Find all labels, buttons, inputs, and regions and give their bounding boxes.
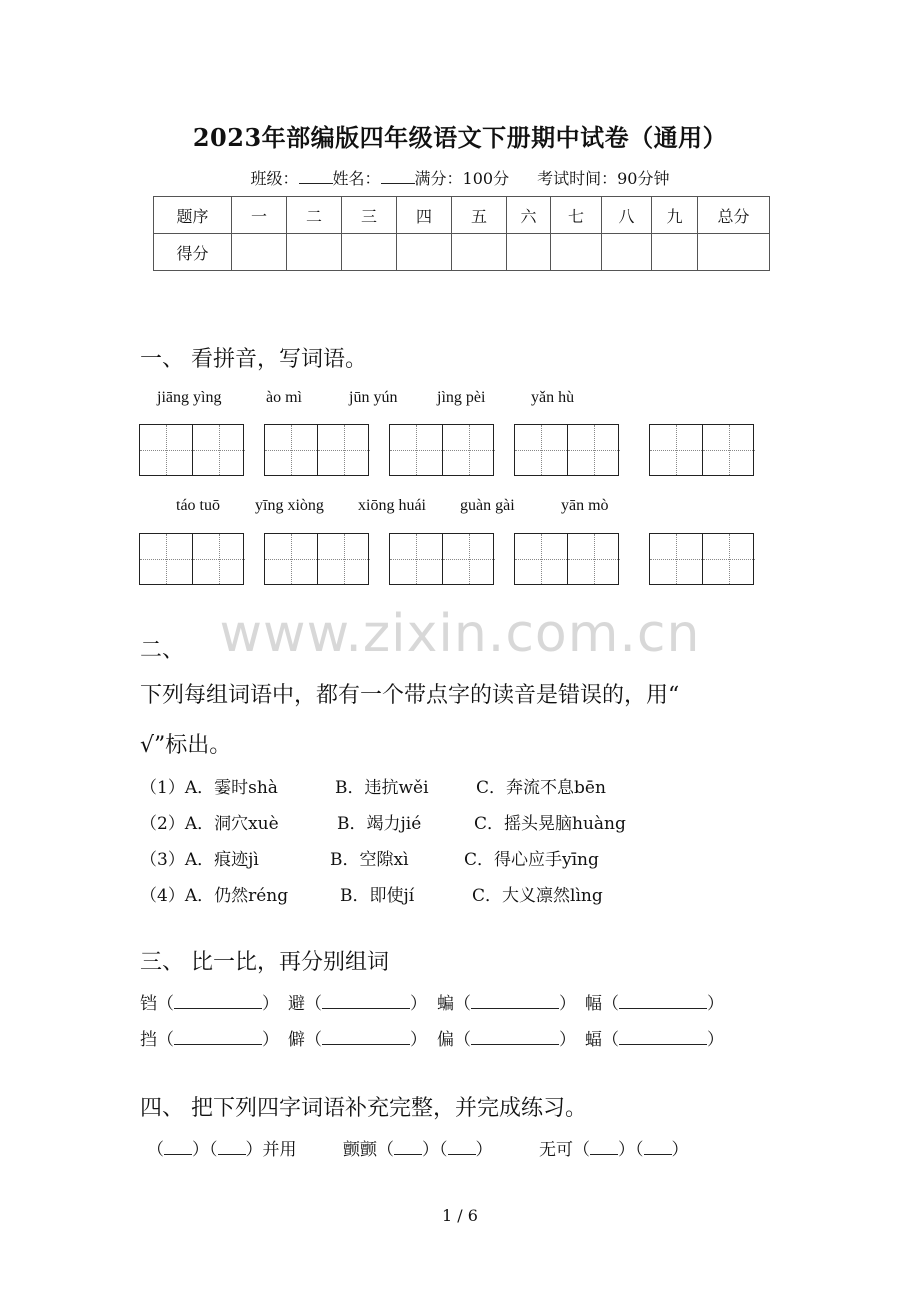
idiom-blank[interactable]	[590, 1140, 618, 1155]
word-blank[interactable]	[322, 1030, 410, 1045]
pinyin-label: ào mì	[266, 389, 302, 406]
idiom-blank[interactable]	[218, 1140, 246, 1155]
writing-grid[interactable]	[649, 424, 754, 476]
question-option: （4）A．仍然réng	[140, 886, 289, 906]
idiom-item: 颤颤（ ）（ ）	[343, 1140, 493, 1160]
score-table-cell: 五	[452, 197, 507, 234]
score-table-cell: 总分	[698, 197, 770, 234]
exam-info	[0, 166, 920, 189]
idiom-text: 颤颤	[343, 1140, 377, 1160]
section2-instruction: 下列每组词语中，都有一个带点字的读音是错误的，用“	[140, 683, 680, 708]
idiom-item: （ ）（ ）并用	[147, 1140, 297, 1160]
score-input-cell[interactable]	[397, 234, 452, 271]
writing-grid[interactable]	[389, 533, 494, 585]
compare-char: 避	[288, 994, 305, 1014]
score-row-label: 得分	[154, 234, 232, 271]
compare-item: 蝙（ ）	[437, 994, 576, 1014]
section3-title: 三、 比一比，再分别组词	[140, 950, 389, 975]
compare-item: 幅（ ）	[585, 994, 724, 1014]
compare-char: 挡	[140, 1030, 157, 1050]
writing-grid[interactable]	[514, 533, 619, 585]
word-blank[interactable]	[174, 994, 262, 1009]
compare-char: 僻	[288, 1030, 305, 1050]
score-input-cell[interactable]	[287, 234, 342, 271]
pinyin-label: yǎn hù	[531, 389, 575, 406]
question-option: B．即使jí	[340, 886, 415, 906]
pinyin-label: jūn yún	[349, 389, 398, 406]
writing-grid[interactable]	[139, 533, 244, 585]
section1-title: 一、 看拼音，写词语。	[140, 347, 367, 372]
class-label: 班级：	[250, 169, 299, 188]
writing-grid[interactable]	[264, 424, 369, 476]
idiom-blank[interactable]	[448, 1140, 476, 1155]
idiom-blank[interactable]	[164, 1140, 192, 1155]
compare-char: 蝠	[585, 1030, 602, 1050]
pinyin-label: xiōng huái	[358, 497, 426, 514]
compare-item: 避（ ）	[288, 994, 427, 1014]
class-blank[interactable]	[299, 169, 333, 184]
word-blank[interactable]	[619, 1030, 707, 1045]
page-title: 2023年部编版四年级语文下册期中试卷（通用）	[192, 123, 728, 152]
word-blank[interactable]	[322, 994, 410, 1009]
question-option: B．违抗wěi	[335, 778, 429, 798]
score-table-cell: 九	[652, 197, 698, 234]
writing-grid[interactable]	[649, 533, 754, 585]
name-blank[interactable]	[381, 169, 415, 184]
exam-time: 考试时间：90分钟	[537, 169, 670, 188]
score-input-cell[interactable]	[232, 234, 287, 271]
idiom-item: 无可（ ）（ ）	[539, 1140, 689, 1160]
compare-char: 铛	[140, 994, 157, 1014]
full-score: 满分：100分	[414, 169, 510, 188]
score-table-cell: 一	[232, 197, 287, 234]
pinyin-label: guàn gài	[460, 497, 515, 514]
question-option: B．空隙xì	[330, 850, 409, 870]
score-input-cell[interactable]	[602, 234, 652, 271]
word-blank[interactable]	[174, 1030, 262, 1045]
score-table-cell: 题序	[154, 197, 232, 234]
compare-char: 蝙	[437, 994, 454, 1014]
compare-item: 偏（ ）	[437, 1030, 576, 1050]
name-label: 姓名：	[332, 169, 381, 188]
compare-item: 挡（ ）	[140, 1030, 279, 1050]
score-table-cell: 七	[551, 197, 602, 234]
compare-char: 幅	[585, 994, 602, 1014]
question-option: （1）A．霎时shà	[140, 778, 278, 798]
word-blank[interactable]	[471, 1030, 559, 1045]
compare-item: 僻（ ）	[288, 1030, 427, 1050]
score-table-cell: 六	[507, 197, 551, 234]
question-option: （3）A．痕迹jì	[140, 850, 259, 870]
score-input-cell[interactable]	[342, 234, 397, 271]
page-number: 1 / 6	[442, 1206, 478, 1225]
score-input-cell[interactable]	[507, 234, 551, 271]
question-option: B．竭力jié	[337, 814, 422, 834]
compare-item: 蝠（ ）	[585, 1030, 724, 1050]
idiom-blank[interactable]	[394, 1140, 422, 1155]
score-input-cell[interactable]	[551, 234, 602, 271]
question-option: C．摇头晃脑huàng	[474, 814, 626, 834]
question-option: C．大义凛然lìng	[472, 886, 603, 906]
idiom-text: 无可	[539, 1140, 573, 1160]
pinyin-label: táo tuō	[176, 497, 220, 514]
pinyin-label: yīng xiòng	[255, 497, 324, 514]
pinyin-label: jiāng yìng	[157, 389, 222, 406]
score-table-header-row	[154, 197, 770, 234]
compare-char: 偏	[437, 1030, 454, 1050]
compare-item: 铛（ ）	[140, 994, 279, 1014]
score-table	[153, 196, 770, 271]
writing-grid[interactable]	[389, 424, 494, 476]
score-input-cell[interactable]	[698, 234, 770, 271]
pinyin-label: jìng pèi	[437, 389, 486, 406]
writing-grid[interactable]	[139, 424, 244, 476]
score-table-cell: 四	[397, 197, 452, 234]
score-input-cell[interactable]	[452, 234, 507, 271]
score-table-cell: 二	[287, 197, 342, 234]
score-table-score-row	[154, 234, 770, 271]
watermark: www.zixin.com.cn	[219, 604, 701, 664]
score-input-cell[interactable]	[652, 234, 698, 271]
word-blank[interactable]	[619, 994, 707, 1009]
idiom-text: 并用	[262, 1140, 297, 1160]
question-option: （2）A．洞穴xuè	[140, 814, 279, 834]
section2-instruction: √”标出。	[140, 733, 232, 758]
writing-grid[interactable]	[514, 424, 619, 476]
section2-title: 二、	[140, 638, 185, 663]
question-option: C．得心应手yīng	[464, 850, 599, 870]
section4-title: 四、 把下列四字词语补充完整，并完成练习。	[140, 1096, 587, 1121]
question-option: C．奔流不息bēn	[476, 778, 606, 798]
writing-grid[interactable]	[264, 533, 369, 585]
idiom-blank[interactable]	[644, 1140, 672, 1155]
score-table-cell: 三	[342, 197, 397, 234]
score-table-cell: 八	[602, 197, 652, 234]
word-blank[interactable]	[471, 994, 559, 1009]
pinyin-label: yān mò	[561, 497, 609, 514]
